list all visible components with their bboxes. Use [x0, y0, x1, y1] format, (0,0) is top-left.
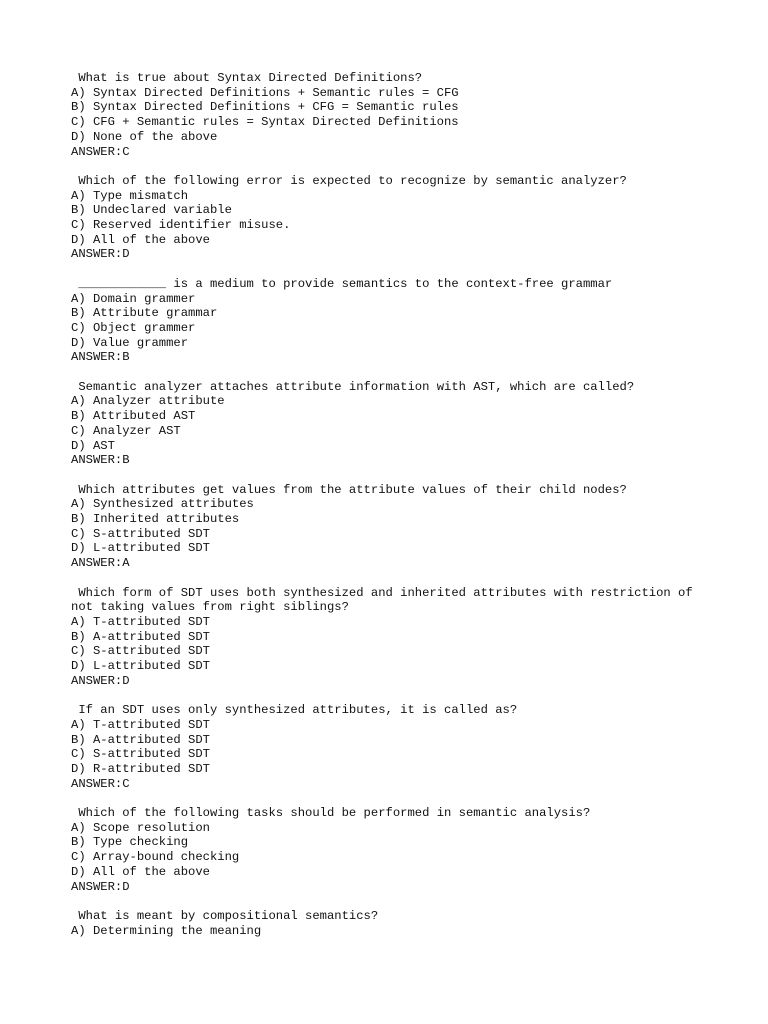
option-a: A) Domain grammer	[71, 291, 196, 306]
question-text: What is meant by compositional semantics?	[71, 908, 379, 923]
question-block-6	[71, 586, 711, 689]
option-d: D) Value grammer	[71, 335, 189, 350]
option-c: C) Array-bound checking	[71, 850, 240, 865]
option-a: A) T-attributed SDT	[71, 717, 210, 732]
question-block-7	[71, 703, 711, 791]
answer-text: ANSWER:D	[71, 247, 130, 262]
option-b: B) Attribute grammar	[71, 306, 218, 321]
option-c: C) S-attributed SDT	[71, 747, 210, 762]
answer-text: ANSWER:C	[71, 144, 130, 159]
option-d: D) AST	[71, 438, 115, 453]
option-b: B) A-attributed SDT	[71, 732, 210, 747]
question-text: ____________ is a medium to provide semantics to the context-free grammar	[71, 276, 613, 291]
option-c: C) Analyzer AST	[71, 423, 181, 438]
question-block-4	[71, 380, 711, 468]
option-b: B) Attributed AST	[71, 409, 196, 424]
question-block-3	[71, 277, 711, 365]
option-d: D) All of the above	[71, 864, 210, 879]
option-a: A) Analyzer attribute	[71, 394, 225, 409]
option-b: B) Inherited attributes	[71, 512, 240, 527]
question-block-1	[71, 71, 711, 159]
answer-text: ANSWER:A	[71, 556, 130, 571]
answer-text: ANSWER:B	[71, 453, 130, 468]
option-a: A) Determining the meaning	[71, 923, 262, 938]
question-text: Semantic analyzer attaches attribute information with AST, which are called?	[71, 379, 635, 394]
option-c: C) Object grammer	[71, 320, 196, 335]
option-d: D) L-attributed SDT	[71, 541, 210, 556]
option-d: D) All of the above	[71, 232, 210, 247]
option-c: C) S-attributed SDT	[71, 644, 210, 659]
option-a: A) T-attributed SDT	[71, 614, 210, 629]
question-text: Which form of SDT uses both synthesized and inherited attributes with restriction of not taking values from right siblings?	[71, 585, 701, 615]
answer-text: ANSWER:D	[71, 673, 130, 688]
option-a: A) Type mismatch	[71, 188, 189, 203]
option-b: B) Syntax Directed Definitions + CFG = Semantic rules	[71, 100, 459, 115]
question-block-8	[71, 806, 711, 894]
question-text: Which of the following error is expected to recognize by semantic analyzer?	[71, 173, 627, 188]
option-b: B) A-attributed SDT	[71, 629, 210, 644]
option-c: C) Reserved identifier misuse.	[71, 218, 291, 233]
answer-text: ANSWER:B	[71, 350, 130, 365]
option-d: D) L-attributed SDT	[71, 659, 210, 674]
option-a: A) Syntax Directed Definitions + Semantic rules = CFG	[71, 85, 459, 100]
option-d: D) None of the above	[71, 129, 218, 144]
option-b: B) Type checking	[71, 835, 189, 850]
question-text: What is true about Syntax Directed Definitions?	[71, 71, 423, 85]
option-d: D) R-attributed SDT	[71, 761, 210, 776]
question-text: If an SDT uses only synthesized attributes, it is called as?	[71, 703, 518, 718]
question-text: Which attributes get values from the attribute values of their child nodes?	[71, 482, 627, 497]
option-c: C) CFG + Semantic rules = Syntax Directed Definitions	[71, 115, 459, 130]
question-block-9	[71, 909, 711, 938]
option-b: B) Undeclared variable	[71, 203, 232, 218]
answer-text: ANSWER:C	[71, 776, 130, 791]
question-block-5	[71, 483, 711, 571]
question-text: Which of the following tasks should be performed in semantic analysis?	[71, 806, 591, 821]
document-page	[71, 71, 711, 953]
option-a: A) Scope resolution	[71, 820, 210, 835]
option-c: C) S-attributed SDT	[71, 526, 210, 541]
answer-text: ANSWER:D	[71, 879, 130, 894]
option-a: A) Synthesized attributes	[71, 497, 254, 512]
question-block-2	[71, 174, 711, 262]
